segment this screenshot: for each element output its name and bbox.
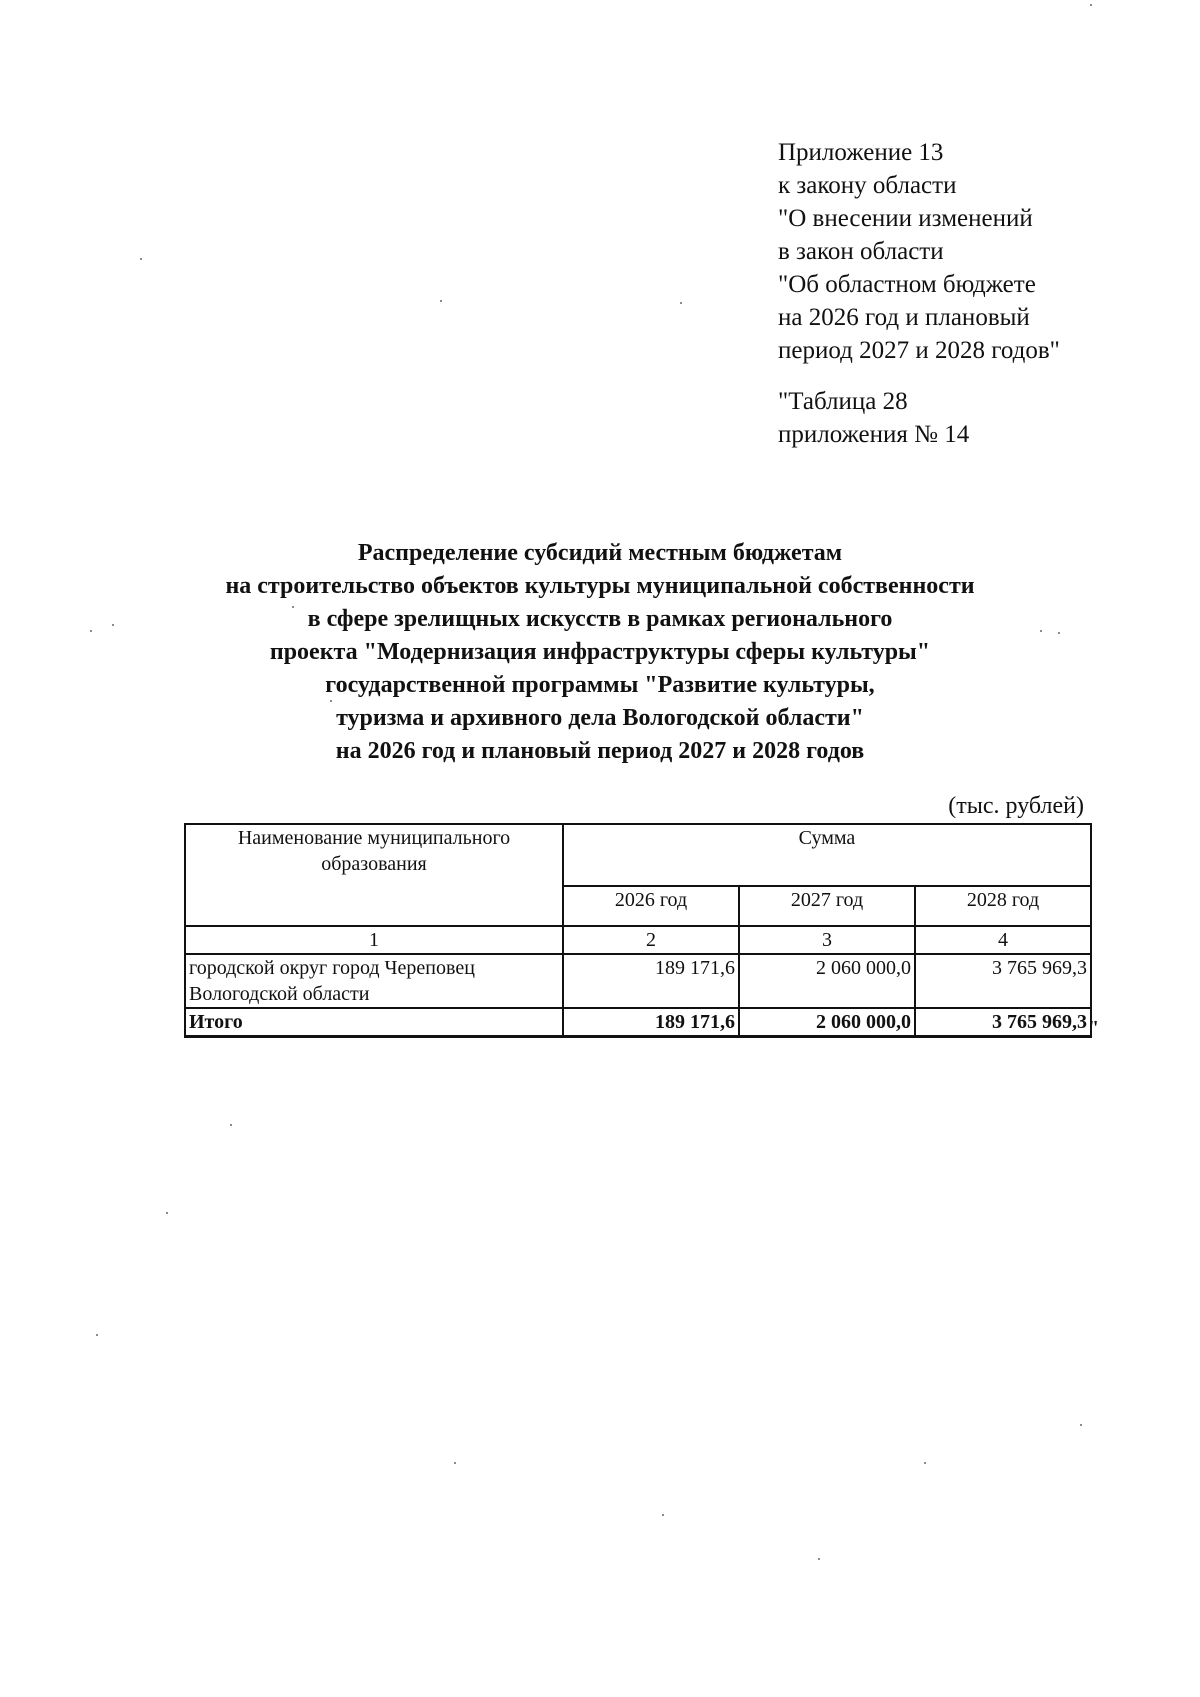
total-amount: 2 060 000,0 [739,1008,915,1037]
table-ref-line: "Таблица 28 [778,388,908,415]
scan-speck [662,1514,664,1516]
amount-cell: 2 060 000,0 [739,954,915,1008]
header-line: на 2026 год и плановый [778,304,1030,331]
total-row [185,1008,1091,1037]
scan-speck [454,1462,456,1464]
scan-speck [440,300,442,302]
table-header-row [185,824,1091,886]
table-row [185,954,1091,1008]
title-line: туризма и архивного дела Вологодской области" [336,705,864,731]
scan-speck [330,700,332,702]
year-header: 2027 год [739,886,915,926]
title-line: Распределение субсидий местным бюджетам [357,540,843,566]
column-number: 3 [739,926,915,954]
scan-speck [230,1124,232,1126]
table-reference [778,385,969,451]
sum-column-header: Сумма [563,824,1091,886]
appendix-header [778,136,1178,367]
column-number-row [185,926,1091,954]
scan-speck [90,630,92,632]
municipality-name: городской округ город Череповец Вологодской области [185,954,563,1008]
document-title [160,537,1040,768]
total-amount: 3 765 969,3 [915,1008,1091,1037]
title-line: в сфере зрелищных искусств в рамках регионального [307,606,893,632]
scan-speck [112,624,114,626]
subsidy-table [184,823,1092,1038]
name-column-header: Наименование муниципального образования [185,824,563,926]
header-line: к закону области [778,172,957,199]
column-number: 4 [915,926,1091,954]
title-line: государственной программы "Развитие культуры, [325,672,875,698]
scan-speck [680,302,682,304]
column-number: 2 [563,926,739,954]
amount-cell: 3 765 969,3 [915,954,1091,1008]
units-label: (тыс. рублей) [948,793,1084,819]
year-header: 2028 год [915,886,1091,926]
header-line: Приложение 13 [778,139,944,166]
title-line: проекта "Модернизация инфраструктуры сферы культуры" [269,639,931,665]
scan-speck [292,606,294,608]
scan-speck [1090,4,1092,6]
column-number: 1 [185,926,563,954]
scan-speck [1058,632,1060,634]
scan-speck [818,1558,820,1560]
scan-speck [1040,630,1042,632]
amount-cell: 189 171,6 [563,954,739,1008]
scan-speck [924,1462,926,1464]
scan-speck [1080,1424,1082,1426]
header-line: в закон области [778,238,944,265]
table-ref-line: приложения № 14 [778,421,970,448]
year-header: 2026 год [563,886,739,926]
scan-speck [140,258,142,260]
title-line: на 2026 год и плановый период 2027 и 2028 годов [335,738,865,764]
title-line: на строительство объектов культуры муниципальной собственности [225,573,975,599]
header-line: "О внесении изменений [778,205,1033,232]
scan-speck [166,1212,168,1214]
total-amount: 189 171,6 [563,1008,739,1037]
header-line: период 2027 и 2028 годов" [778,337,1060,364]
closing-quote: " [1088,1017,1100,1039]
total-label: Итого [185,1008,563,1037]
header-line: "Об областном бюджете [778,271,1036,298]
scan-speck [96,1334,98,1336]
